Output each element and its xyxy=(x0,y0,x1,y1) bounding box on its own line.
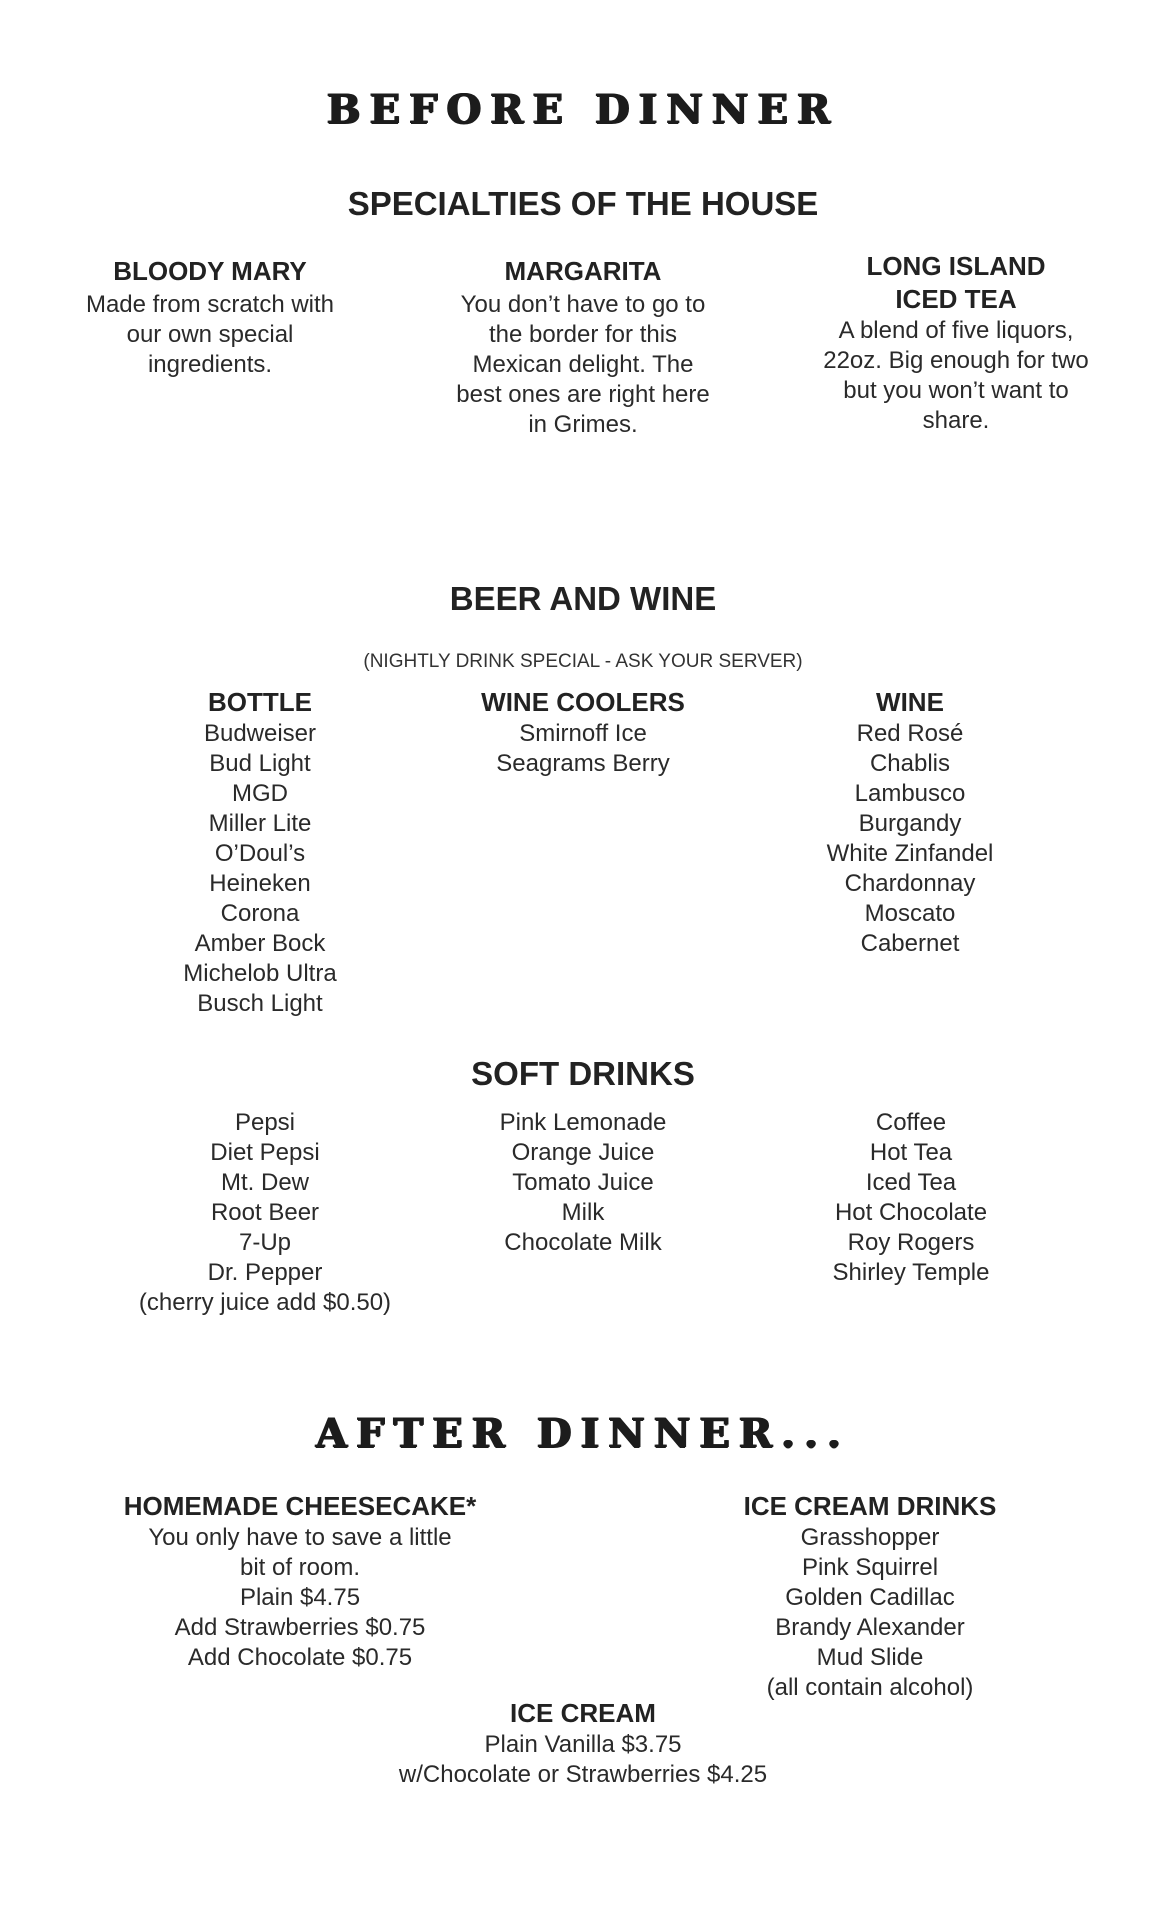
list-item: Mt. Dew xyxy=(220,1169,309,1196)
wine-coolers-column xyxy=(463,686,703,779)
wine-column xyxy=(800,686,1020,959)
specialty-name: BLOODY MARY xyxy=(113,256,307,286)
column-heading: BOTTLE xyxy=(208,687,312,717)
list-item: Seagrams Berry xyxy=(496,750,670,777)
specialty-description: A blend of five liquors, 22oz. Big enough for two but you won’t want to share. xyxy=(823,317,1089,434)
specialties-heading: SPECIALTIES OF THE HOUSE xyxy=(347,185,819,222)
list-item: Heineken xyxy=(209,870,311,897)
ice-cream-line: w/Chocolate or Strawberries $4.25 xyxy=(398,1761,768,1788)
list-item: Coffee xyxy=(875,1109,947,1136)
specialty-description: Made from scratch with our own special ingredients. xyxy=(85,291,335,378)
list-item: Diet Pepsi xyxy=(210,1139,320,1166)
list-item: Chablis xyxy=(869,750,951,777)
list-item: MGD xyxy=(232,780,288,807)
list-item: White Zinfandel xyxy=(826,840,994,867)
list-item: Pink Squirrel xyxy=(801,1554,939,1581)
column-heading: WINE xyxy=(876,687,944,717)
list-item: Roy Rogers xyxy=(847,1229,975,1256)
list-item: Corona xyxy=(220,900,300,927)
specialty-margarita xyxy=(448,255,718,440)
ice-cream-section xyxy=(333,1697,833,1790)
list-item: Bud Light xyxy=(209,750,311,777)
list-item: Busch Light xyxy=(197,990,323,1017)
list-item: Pepsi xyxy=(234,1109,296,1136)
specialty-name: MARGARITA xyxy=(504,256,662,286)
list-item: Milk xyxy=(561,1199,605,1226)
list-item: 7-Up xyxy=(238,1229,292,1256)
list-item: Pink Lemonade xyxy=(499,1109,667,1136)
list-item: Miller Lite xyxy=(208,810,312,837)
list-item: Hot Chocolate xyxy=(834,1199,988,1226)
soft-drinks-column-1 xyxy=(130,1108,400,1318)
list-item: Orange Juice xyxy=(511,1139,655,1166)
cheesecake-line: Plain $4.75 xyxy=(239,1584,361,1611)
list-item: Lambusco xyxy=(854,780,966,807)
specialty-long-island xyxy=(815,250,1097,436)
ice-cream-drinks-section xyxy=(730,1490,1010,1703)
list-item: Michelob Ultra xyxy=(183,960,337,987)
specialty-name: LONG ISLAND ICED TEA xyxy=(866,251,1046,314)
list-item: Burgandy xyxy=(858,810,962,837)
list-item: Cabernet xyxy=(860,930,960,957)
list-item: Mud Slide xyxy=(816,1644,924,1671)
ice-cream-heading: ICE CREAM xyxy=(510,1698,656,1728)
ice-cream-line: Plain Vanilla $3.75 xyxy=(484,1731,682,1758)
list-item: Shirley Temple xyxy=(832,1259,990,1286)
cheesecake-line: Add Chocolate $0.75 xyxy=(187,1644,413,1671)
list-item: Chardonnay xyxy=(844,870,976,897)
list-item: Grasshopper xyxy=(800,1524,940,1551)
soft-drinks-heading: SOFT DRINKS xyxy=(471,1055,695,1092)
cheesecake-line: bit of room. xyxy=(239,1554,361,1581)
beer-wine-heading: BEER AND WINE xyxy=(449,580,717,617)
bottle-column xyxy=(160,686,360,1019)
list-item: Moscato xyxy=(864,900,956,927)
list-item: Golden Cadillac xyxy=(785,1584,955,1611)
column-heading: WINE COOLERS xyxy=(481,687,685,717)
list-item: (cherry juice add $0.50) xyxy=(138,1289,392,1316)
specialty-bloody-mary xyxy=(80,255,340,380)
before-dinner-heading: BEFORE DINNER xyxy=(326,86,840,133)
list-item: Iced Tea xyxy=(865,1169,957,1196)
after-dinner-heading: AFTER DINNER... xyxy=(316,1410,850,1457)
drink-special-note: (NIGHTLY DRINK SPECIAL - ASK YOUR SERVER) xyxy=(363,651,803,672)
specialty-description: You don’t have to go to the border for this Mexican delight. The best ones are right here in Grimes. xyxy=(456,291,710,438)
list-item: Red Rosé xyxy=(856,720,964,747)
list-item: Brandy Alexander xyxy=(775,1614,965,1641)
list-item: Tomato Juice xyxy=(512,1169,654,1196)
list-item: (all contain alcohol) xyxy=(766,1674,974,1701)
soft-drinks-column-3 xyxy=(800,1108,1022,1288)
cheesecake-section xyxy=(110,1490,490,1673)
list-item: Budweiser xyxy=(203,720,317,747)
cheesecake-line: Add Strawberries $0.75 xyxy=(174,1614,426,1641)
cheesecake-line: You only have to save a little xyxy=(148,1524,452,1551)
list-item: Hot Tea xyxy=(869,1139,953,1166)
list-item: O’Doul’s xyxy=(214,840,306,867)
list-item: Amber Bock xyxy=(194,930,326,957)
ice-cream-drinks-heading: ICE CREAM DRINKS xyxy=(743,1491,997,1521)
list-item: Chocolate Milk xyxy=(504,1229,662,1256)
list-item: Root Beer xyxy=(210,1199,320,1226)
list-item: Smirnoff Ice xyxy=(519,720,647,747)
list-item: Dr. Pepper xyxy=(207,1259,323,1286)
soft-drinks-column-2 xyxy=(468,1108,698,1258)
cheesecake-heading: HOMEMADE CHEESECAKE* xyxy=(123,1491,477,1521)
